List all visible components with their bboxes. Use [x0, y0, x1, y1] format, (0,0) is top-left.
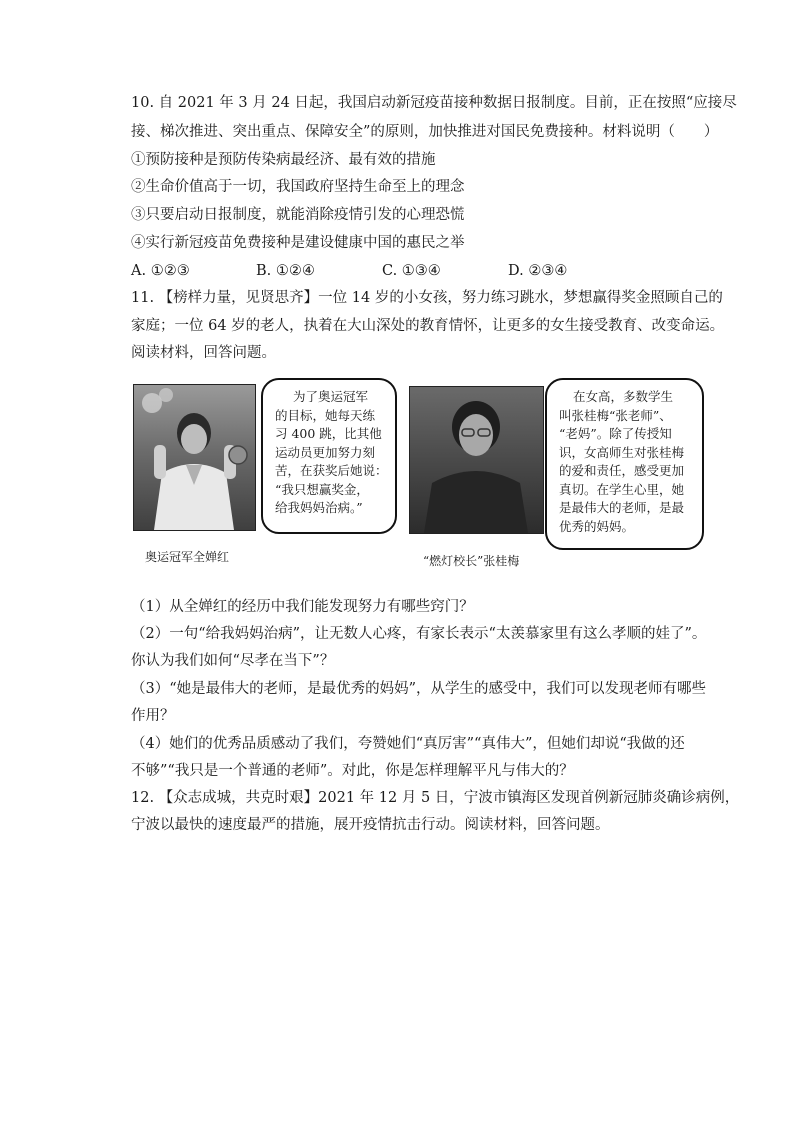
q10-statement-4: ④实行新冠疫苗免费接种是建设健康中国的惠民之举 [131, 235, 465, 251]
q11-question-2-line-2: 你认为我们如何“尽孝在当下”？ [131, 653, 335, 669]
bubble-text: 为了奥运冠军 [293, 389, 369, 404]
champion-speech-bubble [261, 378, 397, 534]
q12-line-1: 12. 【众志成城，共克时艰】2021 年 12 月 5 日，宁波市镇海区发现首例新冠肺炎确诊病例， [131, 790, 740, 806]
principal-photo [409, 386, 544, 534]
q10-statement-3: ③只要启动日报制度，就能消除疫情引发的心理恐慌 [131, 207, 465, 223]
q11-intro-line-2: 家庭；一位 64 岁的老人，执着在大山深处的教育情怀，让更多的女生接受教育、改变命运。 [131, 318, 725, 334]
q11-question-1: （1）从全婵红的经历中我们能发现努力有哪些窍门？ [131, 599, 474, 615]
principal-caption: “燃灯校长”张桂梅 [423, 554, 520, 568]
q11-question-4-line-1: （4）她们的优秀品质感动了我们，夸赞她们“真厉害”“真伟大”，但她们却说“我做的还 [131, 736, 685, 752]
bubble-text: 真切。在学生心里，她 [559, 481, 685, 497]
q11-figure [133, 378, 704, 570]
bubble-text: 苦，在获奖后她说： [275, 463, 388, 478]
bubble-text: 给我妈妈治病。” [275, 500, 363, 515]
bubble-text: 识，女高师生对张桂梅 [559, 444, 685, 460]
bubble-text: 运动员更加努力刻 [275, 444, 376, 460]
bubble-text: 的目标，她每天练 [275, 407, 376, 423]
champion-caption: 奥运冠军全婵红 [145, 550, 230, 564]
option-b: B. ①②④ [256, 263, 315, 279]
principal-speech-bubble [545, 378, 704, 550]
bubble-text: 习 400 跳，比其他 [275, 426, 382, 441]
q11-question-3-line-2: 作用？ [131, 708, 175, 724]
q11-intro-line-3: 阅读材料，回答问题。 [131, 345, 276, 361]
bubble-text: 在女高，多数学生 [573, 389, 674, 404]
bubble-text: 优秀的妈妈。 [559, 518, 635, 534]
champion-photo [133, 384, 256, 531]
bubble-text: 的爱和责任，感受更加 [559, 463, 685, 478]
option-d: D. ②③④ [508, 263, 568, 279]
bubble-text: “老妈”。除了传授知 [559, 426, 672, 441]
champion-figure-icon [134, 385, 255, 530]
q10-statement-1: ①预防接种是预防传染病最经济、最有效的措施 [131, 152, 436, 168]
q11-question-2-line-1: （2）一句“给我妈妈治病”，让无数人心疼，有家长表示“太羡慕家里有这么孝顺的娃了”。 [131, 626, 707, 642]
principal-figure-icon [410, 387, 543, 533]
q11-question-4-line-2: 不够”“我只是一个普通的老师”。对此，你是怎样理解平凡与伟大的？ [131, 763, 574, 779]
bubble-text: 是最伟大的老师，是最 [559, 500, 685, 515]
option-c: C. ①③④ [382, 263, 441, 279]
q12-line-2: 宁波以最快的速度最严的措施，展开疫情抗击行动。阅读材料，回答问题。 [131, 817, 610, 833]
bubble-text: 叫张桂梅“张老师”、 [559, 407, 672, 423]
bubble-text: “我只想赢奖金， [275, 481, 369, 497]
q11-intro-line-1: 11. 【榜样力量，见贤思齐】一位 14 岁的小女孩，努力练习跳水，梦想赢得奖金照顾自己的 [131, 290, 723, 306]
option-a: A. ①②③ [131, 263, 190, 279]
q10-line-1: 10. 自 2021 年 3 月 24 日起，我国启动新冠疫苗接种数据日报制度。目前，正在按照“应接尽 [131, 95, 737, 111]
q10-statement-2: ②生命价值高于一切，我国政府坚持生命至上的理念 [131, 179, 465, 195]
q11-question-3-line-1: （3）“她是最伟大的老师，是最优秀的妈妈”，从学生的感受中，我们可以发现老师有哪些 [131, 681, 707, 697]
q10-line-2: 接、梯次推进、突出重点、保障安全”的原则，加快推进对国民免费接种。材料说明（ ） [131, 124, 719, 140]
